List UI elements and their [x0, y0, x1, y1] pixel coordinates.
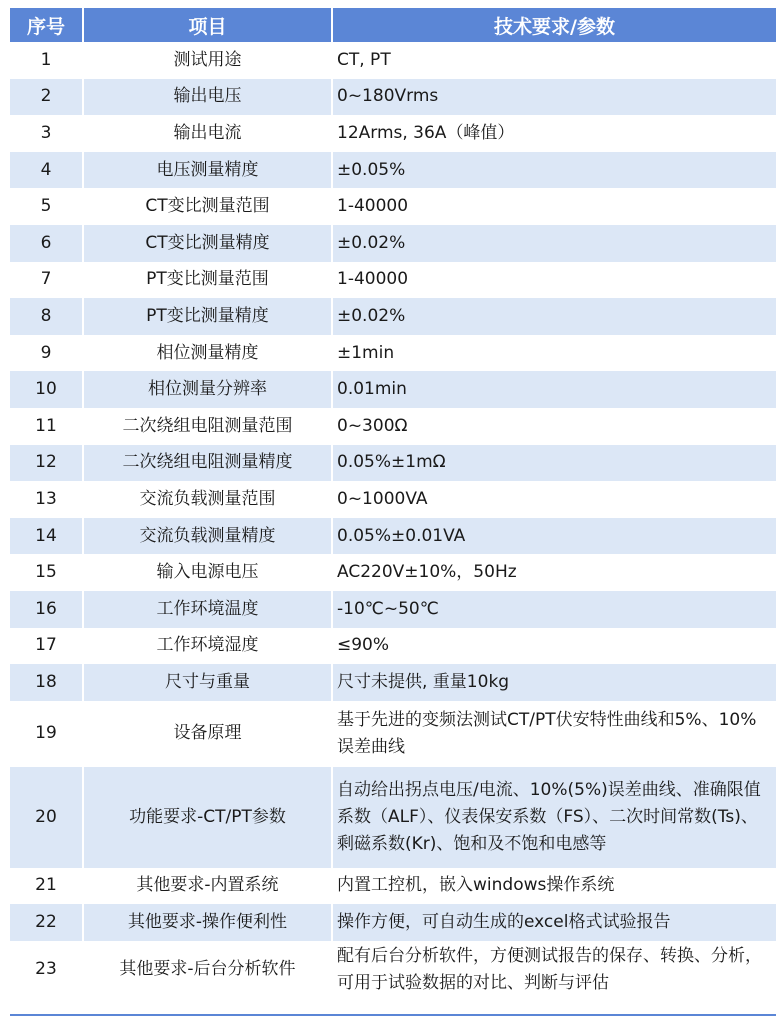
row-no: 4 — [10, 152, 83, 189]
row-no: 3 — [10, 115, 83, 152]
row-value: 0.05%±0.01VA — [332, 518, 776, 555]
table-row — [10, 225, 776, 262]
table-row — [10, 554, 776, 591]
row-item: CT变比测量精度 — [83, 225, 332, 262]
table-row — [10, 591, 776, 628]
row-item: 交流负载测量范围 — [83, 481, 332, 518]
row-value: ±1min — [332, 335, 776, 372]
row-item: 尺寸与重量 — [83, 664, 332, 701]
row-no: 23 — [10, 941, 83, 999]
table-row — [10, 904, 776, 941]
row-value: 内置工控机，嵌入windows操作系统 — [332, 868, 776, 905]
table-row — [10, 664, 776, 701]
row-no: 18 — [10, 664, 83, 701]
row-value: 12Arms, 36A（峰值） — [332, 115, 776, 152]
table-row — [10, 868, 776, 905]
row-no: 8 — [10, 298, 83, 335]
row-item: 电压测量精度 — [83, 152, 332, 189]
row-no: 6 — [10, 225, 83, 262]
row-item: 交流负载测量精度 — [83, 518, 332, 555]
row-item: 测试用途 — [83, 42, 332, 79]
row-no: 9 — [10, 335, 83, 372]
row-value: 0.05%±1mΩ — [332, 445, 776, 482]
row-item: 工作环境温度 — [83, 591, 332, 628]
table-header-row — [10, 8, 776, 42]
table-row — [10, 335, 776, 372]
row-no: 15 — [10, 554, 83, 591]
table-row — [10, 628, 776, 665]
header-value: 技术要求/参数 — [332, 8, 776, 42]
table-row — [10, 152, 776, 189]
table-row — [10, 481, 776, 518]
row-no: 11 — [10, 408, 83, 445]
table-row — [10, 262, 776, 299]
table-row — [10, 298, 776, 335]
row-no: 5 — [10, 188, 83, 225]
row-value: CT, PT — [332, 42, 776, 79]
table-row — [10, 79, 776, 116]
row-item: 其他要求-操作便利性 — [83, 904, 332, 941]
table-row — [10, 42, 776, 79]
row-value: ±0.02% — [332, 225, 776, 262]
row-item: 二次绕组电阻测量范围 — [83, 408, 332, 445]
row-no: 1 — [10, 42, 83, 79]
row-item: 相位测量分辨率 — [83, 371, 332, 408]
row-item: CT变比测量范围 — [83, 188, 332, 225]
row-value: 基于先进的变频法测试CT/PT伏安特性曲线和5%、10%误差曲线 — [332, 701, 776, 767]
row-item: 其他要求-内置系统 — [83, 868, 332, 905]
row-item: 设备原理 — [83, 701, 332, 767]
row-item: PT变比测量范围 — [83, 262, 332, 299]
row-no: 21 — [10, 868, 83, 905]
row-no: 7 — [10, 262, 83, 299]
row-no: 10 — [10, 371, 83, 408]
table-row — [10, 371, 776, 408]
row-item: 其他要求-后台分析软件 — [83, 941, 332, 999]
row-no: 14 — [10, 518, 83, 555]
row-item: 输出电流 — [83, 115, 332, 152]
row-item: 二次绕组电阻测量精度 — [83, 445, 332, 482]
row-value — [332, 767, 776, 868]
table-row — [10, 701, 776, 767]
row-no: 19 — [10, 701, 83, 767]
row-value: -10℃~50℃ — [332, 591, 776, 628]
header-item: 项目 — [83, 8, 332, 42]
row-item: 工作环境湿度 — [83, 628, 332, 665]
row-value: 0~180Vrms — [332, 79, 776, 116]
row-item: 相位测量精度 — [83, 335, 332, 372]
row-item: 输入电源电压 — [83, 554, 332, 591]
row-value: 0~300Ω — [332, 408, 776, 445]
row-value: 0~1000VA — [332, 481, 776, 518]
row-item: 功能要求-CT/PT参数 — [83, 767, 332, 868]
table-row — [10, 408, 776, 445]
row-no: 17 — [10, 628, 83, 665]
table-row — [10, 518, 776, 555]
row-value: 1-40000 — [332, 188, 776, 225]
row-value: 配有后台分析软件，方便测试报告的保存、转换、分析，可用于试验数据的对比、判断与评估 — [332, 941, 776, 999]
table-bottom-border — [10, 1014, 776, 1016]
table-row — [10, 445, 776, 482]
table-row — [10, 115, 776, 152]
row-value: AC220V±10%，50Hz — [332, 554, 776, 591]
row-no: 22 — [10, 904, 83, 941]
table-row — [10, 941, 776, 999]
row-value: 操作方便，可自动生成的excel格式试验报告 — [332, 904, 776, 941]
table-row — [10, 188, 776, 225]
row-no: 20 — [10, 767, 83, 868]
row-value: ±0.02% — [332, 298, 776, 335]
row-no: 2 — [10, 79, 83, 116]
row-value: 1-40000 — [332, 262, 776, 299]
row-item: PT变比测量精度 — [83, 298, 332, 335]
row-value: ±0.05% — [332, 152, 776, 189]
row-no: 12 — [10, 445, 83, 482]
row-value-text: 自动给出拐点电压/电流、10%(5%)误差曲线、准确限值系数（ALF）、仪表保安系数（FS）、二次时间常数(Ts)、剩磁系数(Kr)、饱和及不饱和电感等 — [337, 779, 761, 854]
row-value: ≤90% — [332, 628, 776, 665]
header-no: 序号 — [10, 8, 83, 42]
row-value: 0.01min — [332, 371, 776, 408]
table-row — [10, 767, 776, 868]
spec-table — [10, 8, 776, 999]
row-no: 16 — [10, 591, 83, 628]
row-item: 输出电压 — [83, 79, 332, 116]
row-value: 尺寸未提供, 重量10kg — [332, 664, 776, 701]
row-no: 13 — [10, 481, 83, 518]
